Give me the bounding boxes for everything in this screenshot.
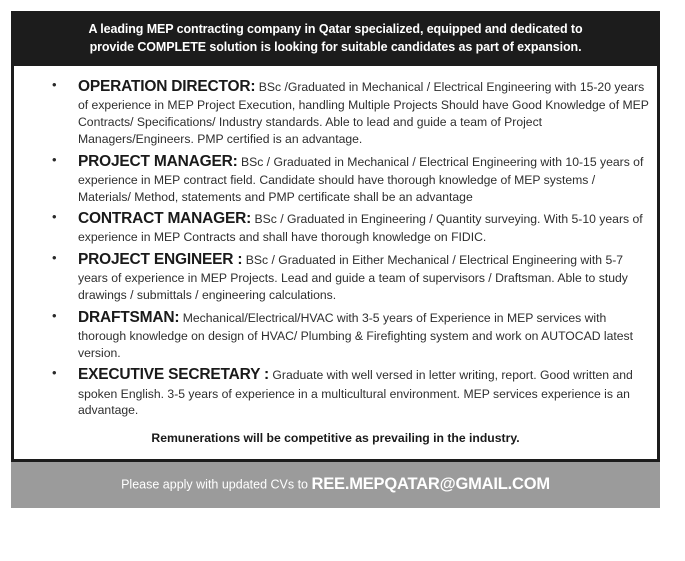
list-item: [22, 76, 649, 147]
job-description: BSc / Graduated in Either Mechanical / Electrical Engineering with 5-7 years of experience in MEP Projects. Lead and guide a team of supervisors / Draftsman. Able to study drawings / submittals / engineering calculations.: [78, 253, 628, 303]
header-line-1: A leading MEP contracting company in Qatar specialized, equipped and dedicated to: [88, 22, 583, 36]
bullet-icon: •: [52, 307, 57, 323]
list-item: [22, 249, 649, 304]
job-advertisement: [10, 10, 661, 550]
job-title: DRAFTSMAN:: [78, 308, 180, 326]
job-list: [22, 76, 649, 419]
job-description: Mechanical/Electrical/HVAC with 3-5 years of Experience in MEP services with thorough knowledge on design of HVAC/ Plumbing & Firefighting system and work on AUTOCAD latest version.: [78, 310, 634, 360]
ad-footer: [11, 462, 660, 508]
ad-body: [11, 66, 660, 462]
list-item: [22, 364, 649, 419]
apply-instruction: Please apply with updated CVs to: [121, 477, 312, 492]
job-description: BSc /Graduated in Mechanical / Electrical Engineering with 15-20 years of experience in MEP Project Execution, handling Multiple Projects Should have Good Knowledge of MEP Contracts/ Specifications/ Industry standards. Able to lead and guide a team of Project Managers/Engineers. PMP certified is an advantage.: [78, 80, 649, 146]
contact-email[interactable]: REE.MEPQATAR@GMAIL.COM: [311, 475, 550, 494]
ad-header: [11, 11, 660, 66]
list-item: [22, 208, 649, 246]
list-item: [22, 151, 649, 206]
job-title: PROJECT ENGINEER :: [78, 251, 243, 269]
job-title: OPERATION DIRECTOR:: [78, 78, 256, 96]
bullet-icon: •: [52, 250, 57, 266]
remuneration-note: Remunerations will be competitive as prevailing in the industry.: [151, 431, 520, 446]
job-title: EXECUTIVE SECRETARY :: [78, 366, 270, 384]
list-item: [22, 307, 649, 362]
bullet-icon: •: [52, 365, 57, 381]
bullet-icon: •: [52, 209, 57, 225]
job-description: BSc / Graduated in Engineering / Quantity surveying. With 5-10 years of experience in MEP Contracts and shall have thorough knowledge on FIDIC.: [78, 212, 643, 245]
header-line-2: provide COMPLETE solution is looking for suitable candidates as part of expansion.: [89, 40, 582, 55]
bullet-icon: •: [52, 151, 57, 167]
job-description: Graduate with well versed in letter writing, report. Good written and spoken English. 3-5 years of experience in a multicultural environment. MEP services experience is an advantage.: [78, 368, 633, 418]
job-title: PROJECT MANAGER:: [78, 152, 238, 170]
job-title: CONTRACT MANAGER:: [78, 210, 252, 228]
job-description: BSc / Graduated in Mechanical / Electrical Engineering with 10-15 years of experience in MEP contract field. Candidate should have thorough knowledge of MEP systems / Materials/ Method, statements and PMP certificate shall be an advantage: [78, 154, 644, 204]
bullet-icon: •: [52, 77, 57, 93]
